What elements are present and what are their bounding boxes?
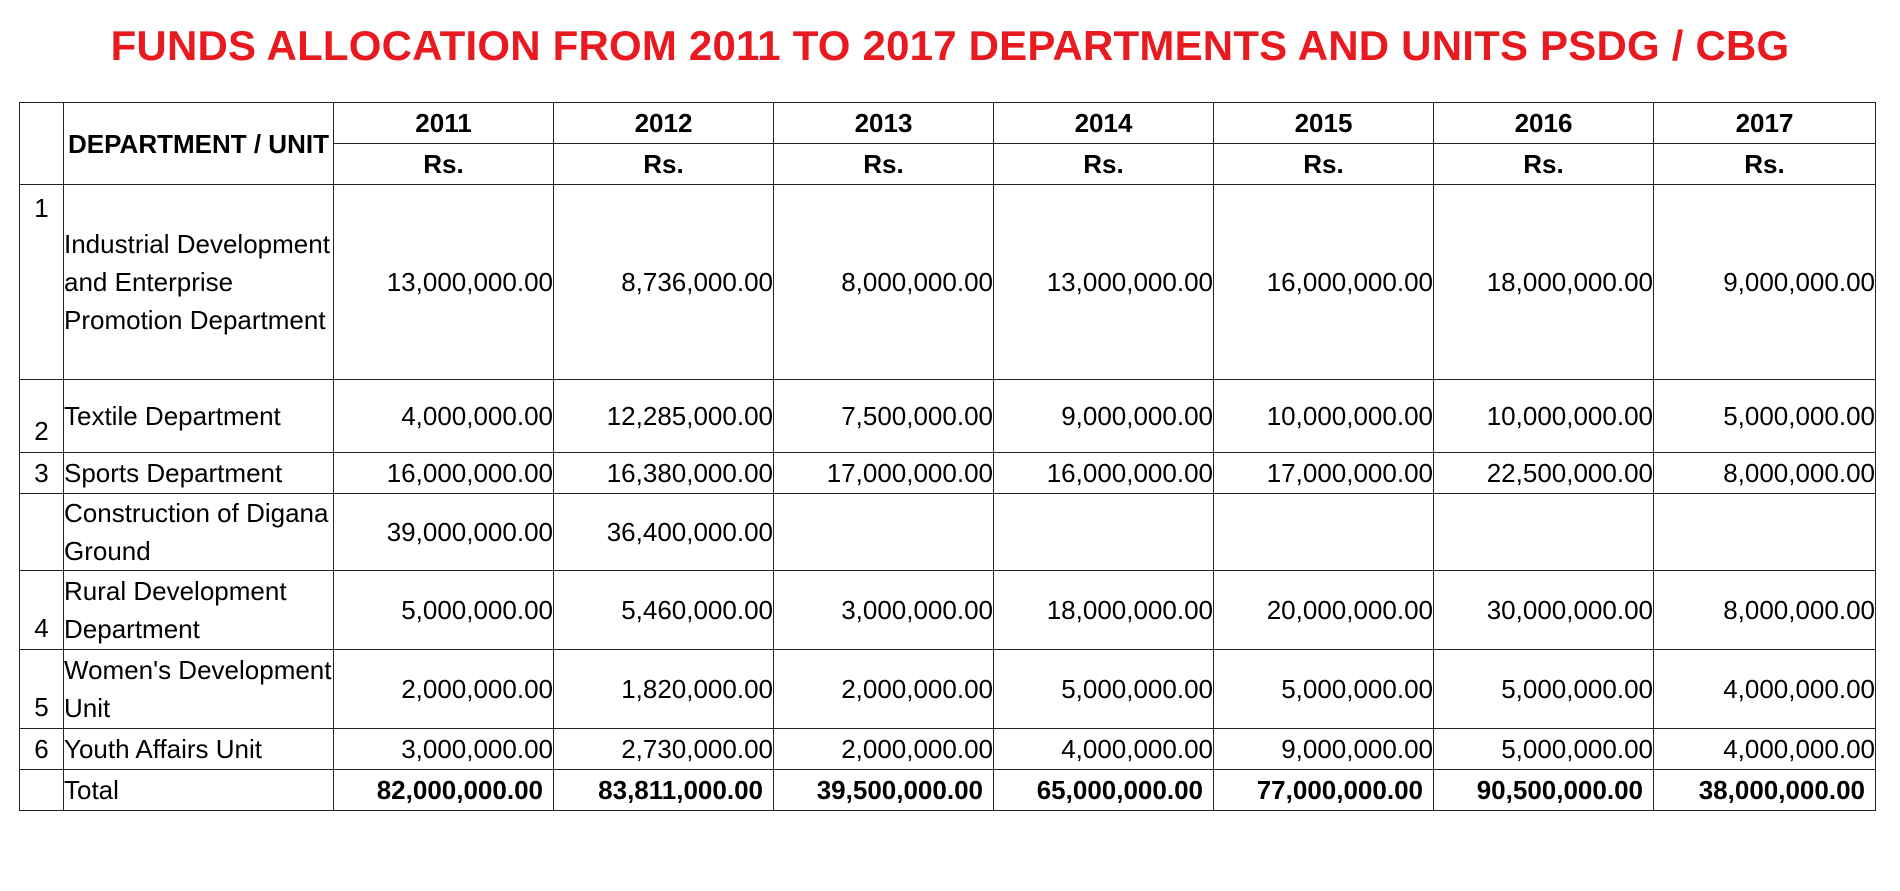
row-number: 6 [20,729,64,770]
value-cell: 12,285,000.00 [554,380,774,453]
value-cell: 16,380,000.00 [554,453,774,494]
total-value: 82,000,000.00 [334,770,554,811]
value-cell: 20,000,000.00 [1214,571,1434,650]
header-year: 2015 [1214,103,1434,144]
table-row [20,453,1876,494]
header-currency: Rs. [774,144,994,185]
header-year: 2016 [1434,103,1654,144]
value-cell: 13,000,000.00 [994,185,1214,380]
row-number [20,494,64,571]
value-cell: 3,000,000.00 [774,571,994,650]
department-name: Sports Department [64,453,334,494]
value-cell: 9,000,000.00 [994,380,1214,453]
value-cell: 2,000,000.00 [334,650,554,729]
header-year: 2013 [774,103,994,144]
value-cell: 8,000,000.00 [1654,453,1876,494]
table-row [20,650,1876,729]
value-cell [1434,494,1654,571]
value-cell: 4,000,000.00 [994,729,1214,770]
header-currency: Rs. [1654,144,1876,185]
value-cell: 5,000,000.00 [994,650,1214,729]
row-number: 4 [20,571,64,650]
value-cell: 4,000,000.00 [334,380,554,453]
table-row [20,729,1876,770]
value-cell: 17,000,000.00 [774,453,994,494]
department-name: Youth Affairs Unit [64,729,334,770]
header-year: 2017 [1654,103,1876,144]
header-currency: Rs. [334,144,554,185]
value-cell: 16,000,000.00 [334,453,554,494]
row-number [20,770,64,811]
value-cell: 5,000,000.00 [1434,729,1654,770]
table-row [20,380,1876,453]
value-cell: 5,000,000.00 [334,571,554,650]
value-cell: 8,736,000.00 [554,185,774,380]
value-cell: 16,000,000.00 [994,453,1214,494]
value-cell: 4,000,000.00 [1654,650,1876,729]
page-title: FUNDS ALLOCATION FROM 2011 TO 2017 DEPARTMENTS AND UNITS PSDG / CBG [110,22,1790,69]
value-cell: 36,400,000.00 [554,494,774,571]
value-cell: 18,000,000.00 [1434,185,1654,380]
department-name: Construction of Digana Ground [64,494,334,571]
header-year: 2011 [334,103,554,144]
row-number: 1 [20,185,64,380]
value-cell: 9,000,000.00 [1654,185,1876,380]
total-value: 38,000,000.00 [1654,770,1876,811]
value-cell [994,494,1214,571]
header-year: 2014 [994,103,1214,144]
header-number-cell [20,103,64,185]
value-cell: 5,460,000.00 [554,571,774,650]
value-cell: 30,000,000.00 [1434,571,1654,650]
value-cell: 10,000,000.00 [1434,380,1654,453]
value-cell: 39,000,000.00 [334,494,554,571]
table-row [20,571,1876,650]
value-cell: 7,500,000.00 [774,380,994,453]
funds-allocation-table [19,102,1876,811]
value-cell: 10,000,000.00 [1214,380,1434,453]
header-currency: Rs. [554,144,774,185]
value-cell: 3,000,000.00 [334,729,554,770]
total-row [20,770,1876,811]
value-cell: 2,730,000.00 [554,729,774,770]
total-label: Total [64,770,334,811]
value-cell: 18,000,000.00 [994,571,1214,650]
value-cell [1214,494,1434,571]
value-cell: 1,820,000.00 [554,650,774,729]
value-cell: 2,000,000.00 [774,650,994,729]
value-cell: 9,000,000.00 [1214,729,1434,770]
value-cell [774,494,994,571]
header-year: 2012 [554,103,774,144]
value-cell: 13,000,000.00 [334,185,554,380]
header-currency: Rs. [994,144,1214,185]
department-name: Textile Department [64,380,334,453]
department-name: Women's Development Unit [64,650,334,729]
value-cell: 5,000,000.00 [1214,650,1434,729]
value-cell: 8,000,000.00 [1654,571,1876,650]
row-number: 2 [20,380,64,453]
total-value: 83,811,000.00 [554,770,774,811]
value-cell: 5,000,000.00 [1434,650,1654,729]
total-value: 39,500,000.00 [774,770,994,811]
total-value: 77,000,000.00 [1214,770,1434,811]
row-number: 5 [20,650,64,729]
value-cell: 16,000,000.00 [1214,185,1434,380]
value-cell: 5,000,000.00 [1654,380,1876,453]
department-name: Rural Development Department [64,571,334,650]
header-currency: Rs. [1434,144,1654,185]
value-cell [1654,494,1876,571]
total-value: 65,000,000.00 [994,770,1214,811]
row-number: 3 [20,453,64,494]
header-department: DEPARTMENT / UNIT [64,103,334,185]
value-cell: 2,000,000.00 [774,729,994,770]
value-cell: 17,000,000.00 [1214,453,1434,494]
table-row [20,185,1876,380]
value-cell: 22,500,000.00 [1434,453,1654,494]
value-cell: 4,000,000.00 [1654,729,1876,770]
department-name: Industrial Development and Enterprise Promotion Department [64,185,334,380]
table-row [20,494,1876,571]
total-value: 90,500,000.00 [1434,770,1654,811]
value-cell: 8,000,000.00 [774,185,994,380]
header-row-years [20,103,1876,144]
header-currency: Rs. [1214,144,1434,185]
